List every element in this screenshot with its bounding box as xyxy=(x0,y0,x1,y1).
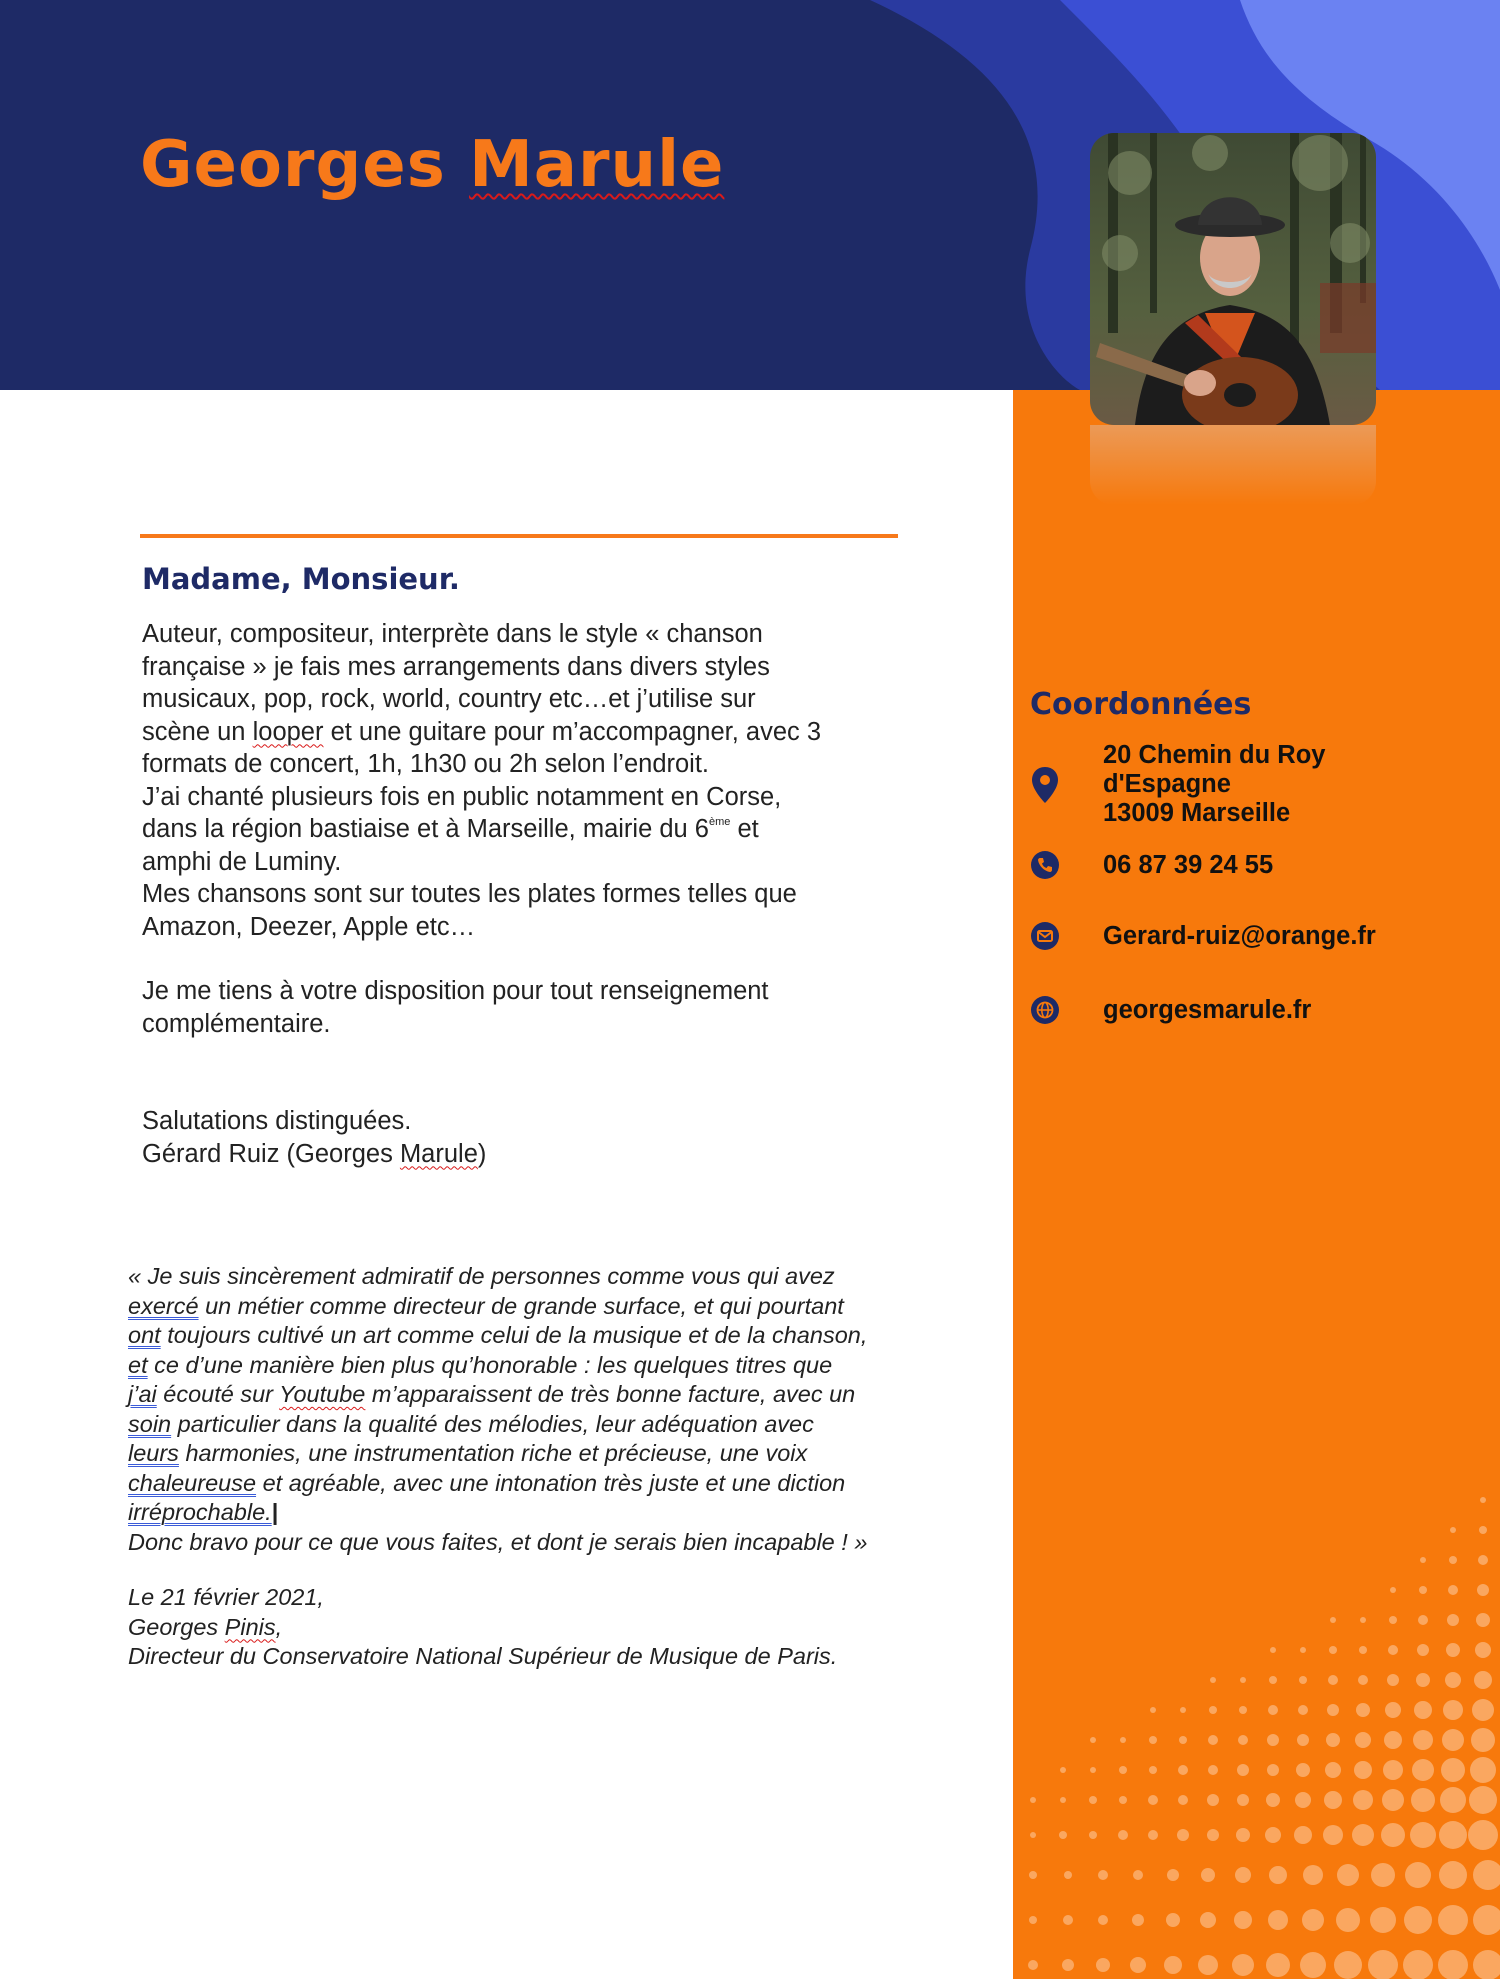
halftone-dots xyxy=(1013,390,1500,1979)
letter-line: Je me tiens à votre disposition pour tout renseignement xyxy=(142,977,769,1005)
location-pin-icon xyxy=(1030,765,1060,805)
quote-author-role: Directeur du Conservatoire National Supérieur de Musique de Paris. xyxy=(128,1643,838,1669)
quote-date: Le 21 février 2021, xyxy=(128,1584,324,1610)
letter-line: J’ai chanté plusieurs fois en public notamment en Corse, xyxy=(142,782,782,811)
globe-icon xyxy=(1030,995,1060,1025)
letter-line: scène un looper et une guitare pour m’accompagner, avec 3 xyxy=(142,717,822,746)
quote-line: ont toujours cultivé un art comme celui de la musique et de la chanson, xyxy=(128,1322,868,1348)
misspelled-word[interactable]: looper xyxy=(252,717,324,746)
photo-reflection xyxy=(1090,425,1376,505)
misspelled-word[interactable]: Marule xyxy=(399,1139,478,1168)
quote-line: « Je suis sincèrement admiratif de personnes comme vous qui avez xyxy=(128,1263,835,1289)
phone-icon xyxy=(1030,850,1060,880)
profile-photo xyxy=(1090,133,1376,425)
musician-with-guitar-image xyxy=(1090,133,1376,425)
quote-line: j’ai écouté sur Youtube m’apparaissent de très bonne facture, avec un xyxy=(128,1381,856,1407)
letter-signature: Gérard Ruiz (Georges Marule) xyxy=(142,1139,487,1168)
quote-line: exercé un métier comme directeur de grande surface, et qui pourtant xyxy=(128,1292,844,1319)
letter-body xyxy=(142,618,902,1170)
letter-line: amphi de Luminy. xyxy=(142,847,342,876)
address: 20 Chemin du Roy d'Espagne 13009 Marseille xyxy=(1103,741,1326,827)
contact-sidebar xyxy=(1013,390,1500,1979)
mail-icon xyxy=(1030,921,1060,951)
text-cursor: | xyxy=(271,1499,279,1525)
quote-line: Donc bravo pour ce que vous faites, et dont je serais bien incapable ! » xyxy=(128,1528,868,1555)
website-url[interactable]: georgesmarule.fr xyxy=(1103,996,1312,1024)
quote-line: irréprochable.| xyxy=(128,1499,279,1525)
letter-line: complémentaire. xyxy=(142,1009,331,1038)
letter-line: Amazon, Deezer, Apple etc… xyxy=(142,912,476,941)
letter-line: musicaux, pop, rock, world, country etc…et j’utilise sur xyxy=(142,685,756,713)
applicant-name: Georges Marule xyxy=(140,128,725,202)
letter-line: dans la région bastiaise et à Marseille, mairie du 6ème et xyxy=(142,815,759,843)
letter-salutation: Madame, Monsieur. xyxy=(142,562,460,596)
email-address[interactable]: Gerard-ruiz@orange.fr xyxy=(1103,922,1376,950)
letter-line: formats de concert, 1h, 1h30 ou 2h selon l’endroit. xyxy=(142,750,710,778)
letter-line: Auteur, compositeur, interprète dans le style « chanson xyxy=(142,620,763,648)
letter-line: française » je fais mes arrangements dans divers styles xyxy=(142,652,770,681)
misspelled-word[interactable]: Pinis xyxy=(224,1613,276,1640)
quote-line: chaleureuse et agréable, avec une intonation très juste et une diction xyxy=(128,1469,846,1496)
quote-line: leurs harmonies, une instrumentation riche et précieuse, une voix xyxy=(128,1440,808,1466)
quote-line: soin particulier dans la qualité des mélodies, leur adéquation avec xyxy=(128,1410,814,1437)
quote-author: Georges Pinis, xyxy=(128,1613,283,1640)
letter-closing: Salutations distinguées. xyxy=(142,1107,412,1135)
contact-title: Coordonnées xyxy=(1030,687,1252,722)
section-divider xyxy=(140,534,898,538)
phone-number[interactable]: 06 87 39 24 55 xyxy=(1103,851,1274,879)
quote-line: et ce d’une manière bien plus qu’honorable : les quelques titres que xyxy=(128,1351,833,1378)
testimonial-quote xyxy=(128,1262,948,1672)
letter-line: Mes chansons sont sur toutes les plates formes telles que xyxy=(142,880,797,908)
